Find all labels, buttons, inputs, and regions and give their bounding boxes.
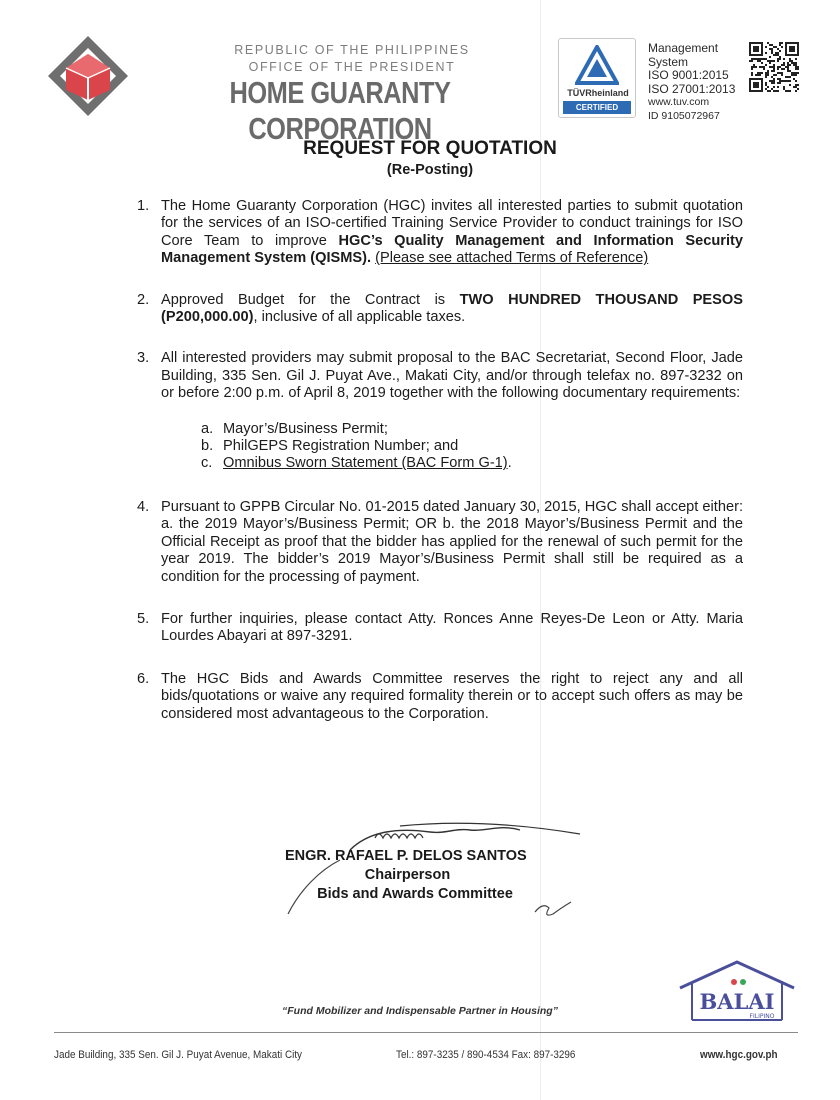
requirement-item: [201, 455, 743, 472]
item-text: Approved Budget for the Contract is: [161, 291, 460, 308]
header-republic: REPUBLIC OF THE PHILIPPINES: [234, 43, 470, 57]
item-text: For further inquiries, please contact Atty. Ronces Anne Reyes-De Leon or Atty. Maria Lourdes Abayari at 897-3291.: [161, 610, 743, 645]
requirement-letter: c.: [201, 455, 213, 472]
footer-website: www.hgc.gov.ph: [700, 1049, 778, 1061]
balai-filipino-logo: [676, 958, 798, 1024]
list-item: [137, 611, 743, 646]
tuv-name: TÜVRheinland: [567, 88, 629, 98]
qr-code-icon: [749, 42, 799, 92]
requirement-text: Omnibus Sworn Statement (BAC Form G-1): [223, 455, 508, 472]
item-text: The HGC Bids and Awards Committee reserves the right to reject any and all bids/quotations or waive any required formality therein or to accept such offers as may be considered most advantageous to the Corporation.: [161, 670, 743, 722]
cert-line: www.tuv.com: [648, 96, 710, 108]
tuv-certification-badge: [558, 38, 636, 118]
cert-line: System: [648, 54, 689, 69]
cert-line: ID 9105072967: [648, 109, 720, 122]
item-text: Pursuant to GPPB Circular No. 01-2015 dated January 30, 2015, HGC shall accept either: a. the 2019 Mayor’s/Business Permit; OR b. the 2018 Mayor’s/Business Permit and the Official Receipt as proof that the bidder has applied for the renewal of such permit for the year 2019. The bidder’s 2019 Mayor’s/Business Permit shall still be required as a condition for the processing of payment.: [161, 498, 743, 585]
item-number: 4.: [137, 498, 150, 515]
list-item: [137, 350, 743, 472]
list-item: [137, 292, 743, 327]
item-number: 5.: [137, 610, 150, 627]
balai-subtext: FILIPINO: [749, 1013, 775, 1020]
item-underlined-text: (Please see attached Terms of Reference): [375, 250, 649, 267]
signatory-committee: Bids and Awards Committee: [317, 886, 513, 902]
certification-details: [648, 42, 735, 123]
document-title: REQUEST FOR QUOTATION: [303, 138, 557, 159]
requirement-item: [201, 421, 743, 438]
cert-line: Management: [648, 41, 719, 55]
item-bold-text: HGC’s Quality Management and Information Security Management System (QISMS).: [161, 232, 744, 267]
requirement-letter: b.: [201, 438, 214, 455]
list-item: [137, 198, 743, 268]
item-number: 3.: [137, 350, 150, 367]
requirement-text: PhilGEPS Registration Number; and: [223, 438, 459, 455]
footer-phones: Tel.: 897-3235 / 890-4534 Fax: 897-3296: [396, 1049, 576, 1061]
item-text: The Home Guaranty Corporation (HGC) invites all interested parties to submit quotation for the services of an ISO-certified Training Service Provider to conduct trainings for ISO Core Team to improve: [161, 198, 743, 249]
cert-line: ISO 27001:2013: [648, 81, 736, 96]
requirement-tail: .: [507, 455, 512, 472]
footer-address: Jade Building, 335 Sen. Gil J. Puyat Avenue, Makati City: [54, 1049, 303, 1061]
item-bold-text: TWO HUNDRED THOUSAND PESOS (P200,000.00): [161, 291, 743, 326]
requirements-list: [201, 421, 743, 473]
header-office: OFFICE OF THE PRESIDENT: [248, 60, 456, 74]
item-text: , inclusive of all applicable taxes.: [253, 309, 466, 326]
requirement-text: Mayor’s/Business Permit;: [223, 420, 388, 437]
tuv-certified-label: CERTIFIED: [563, 101, 631, 114]
signature-scribble-icon: [280, 810, 590, 920]
header-org-name: HOME GUARANTY CORPORATION: [229, 75, 451, 146]
footer-tagline: “Fund Mobilizer and Indispensable Partner in Housing”: [282, 1005, 558, 1017]
document-body: [137, 198, 743, 740]
list-item: [137, 671, 743, 723]
requirement-item: [201, 438, 743, 455]
item-number: 2.: [137, 291, 150, 308]
signatory-role: Chairperson: [364, 867, 451, 883]
balai-text: BALAI: [699, 989, 775, 1014]
tuv-triangle-icon: [575, 45, 619, 85]
signatory-name: ENGR. RAFAEL P. DELOS SANTOS: [285, 848, 527, 864]
item-number: 6.: [137, 670, 150, 687]
item-number: 1.: [137, 198, 150, 214]
hgc-logo-icon: [46, 34, 130, 118]
requirement-letter: a.: [201, 420, 214, 437]
footer-divider: [54, 1032, 798, 1033]
list-item: [137, 499, 743, 586]
item-text: All interested providers may submit proposal to the BAC Secretariat, Second Floor, Jade Building, 335 Sen. Gil J. Puyat Ave., Makati City, and/or through telefax no. 897-3232 on or before 2:00 p.m. of April 8, 2019 together with the following documentary requirements:: [161, 350, 743, 402]
cert-line: ISO 9001:2015: [648, 68, 729, 82]
document-subtitle: (Re-Posting): [386, 162, 474, 178]
